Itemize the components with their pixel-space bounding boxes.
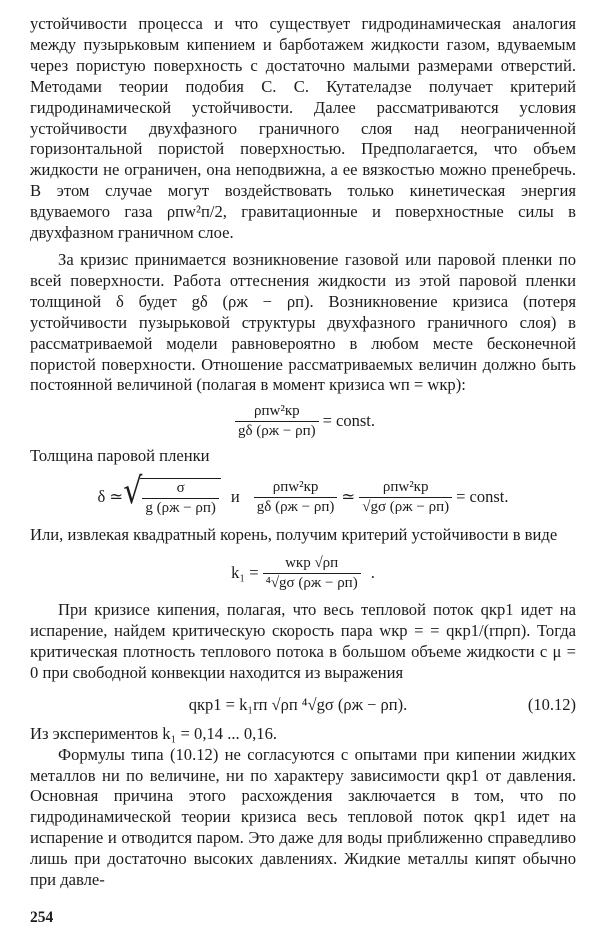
formula-numerator: ρпw²кр (253, 402, 300, 419)
formula-numerator: σ (176, 480, 185, 497)
formula-criterion-k1 (30, 546, 576, 600)
paragraph-3: Толщина паровой пленки (30, 446, 210, 466)
formula-numerator: ρпw²кр (382, 478, 429, 495)
sqrt-sign-icon: √ (123, 470, 143, 513)
formula-denominator: gδ (ρж − ρп) (254, 497, 338, 515)
formula-denominator: g (ρж − ρп) (142, 498, 219, 516)
formula-fraction (359, 480, 452, 515)
page-body (30, 14, 576, 891)
formula-approx: ≃ (341, 486, 356, 506)
formula-fraction (254, 480, 338, 515)
paragraph-2: За кризис принимается возникновение газовой или паровой пленки по всей поверхности. Работа оттеснения жидкости из этой паровой пленки толщиной δ будет gδ (ρж − ρп). Возникновение кризиса (потеря устойчивости пузырьковой структуры двухфазного граничного слоя) в рассматриваемой модели равновероятно в любом месте бесконечной пористой поверхности. Отношение рассматриваемых величин должно быть постоянной величиной (полагая в момент кризиса wп = wкр): (30, 249, 576, 395)
formula-10-12 (30, 686, 576, 724)
page-number: 254 (30, 909, 54, 926)
formula-denominator: ⁴√gσ (ρж − ρп) (263, 573, 361, 591)
paragraph-6: Из экспериментов k₁ = 0,14 ... 0,16. (30, 723, 278, 743)
formula-fraction (235, 404, 319, 439)
formula-denominator: gδ (ρж − ρп) (235, 421, 319, 439)
formula-lhs: k₁ = (231, 562, 259, 582)
formula-fraction (263, 556, 361, 591)
formula-numerator: ρпw²кр (272, 478, 319, 495)
paragraph-1: устойчивости процесса и что существует гидродинамическая аналогия между пузырьковым кипением и барботажем жидкости газом, вдуваемым через пористую поверхность с достаточно малыми размерами отверстий. Методами теории подобия С. С. Кутателадзе получает критерий гидродинамической устойчивости. Далее рассматриваются условия устойчивости двухфазного граничного слоя над неограниченной горизонтальной пористой поверхностью. Предполагается, что объем жидкости не ограничен, она неподвижна, а ее вязкостью можно пренебречь. В этом случае могут воздействовать только кинетическая энергия вдуваемого газа ρпw²п/2, гравитационные и поверхностные силы в двухфазном граничном слое. (30, 14, 576, 243)
paragraph-7: Формулы типа (10.12) не согласуются с опытами при кипении жидких металлов ни по величине, ни по характеру зависимости qкр1 от давления. Основная причина этого расхождения заключается в том, что по гидродинамической теории кризиса весь тепловой поток qкр1 идет на испарение и отводится паром. Это даже для воды приближенно справедливо лишь при достаточно высоких давлениях. Жидкие металлы кипят обычно при давле- (30, 744, 576, 890)
formula-lhs: δ ≃ (97, 486, 124, 506)
equation-number: (10.12) (527, 694, 576, 714)
formula-rhs: = const. (456, 486, 509, 506)
sqrt-expression (123, 470, 221, 517)
formula-rhs: = const. (322, 411, 376, 431)
formula-const-ratio (30, 398, 576, 444)
formula-film-thickness (30, 471, 576, 523)
formula-conjunction: и (230, 486, 240, 506)
paragraph-5: При кризисе кипения, полагая, что весь тепловой поток qкр1 идет на испарение, найдем критическую скорость пара wкр = = qкр1/(rпρп). Тогда критическая плотность теплового потока в большом объеме жидкости с μ = 0 при свободной конвекции находится из выражения (30, 600, 576, 682)
formula-denominator: √gσ (ρж − ρп) (359, 497, 452, 515)
formula-period: . (370, 562, 375, 582)
paragraph-4: Или, извлекая квадратный корень, получим критерий устойчивости в виде (30, 525, 558, 545)
formula-numerator: wкр √ρп (285, 554, 339, 571)
formula-expression: qкр1 = k₁rп √ρп ⁴√gσ (ρж − ρп). (188, 694, 408, 714)
